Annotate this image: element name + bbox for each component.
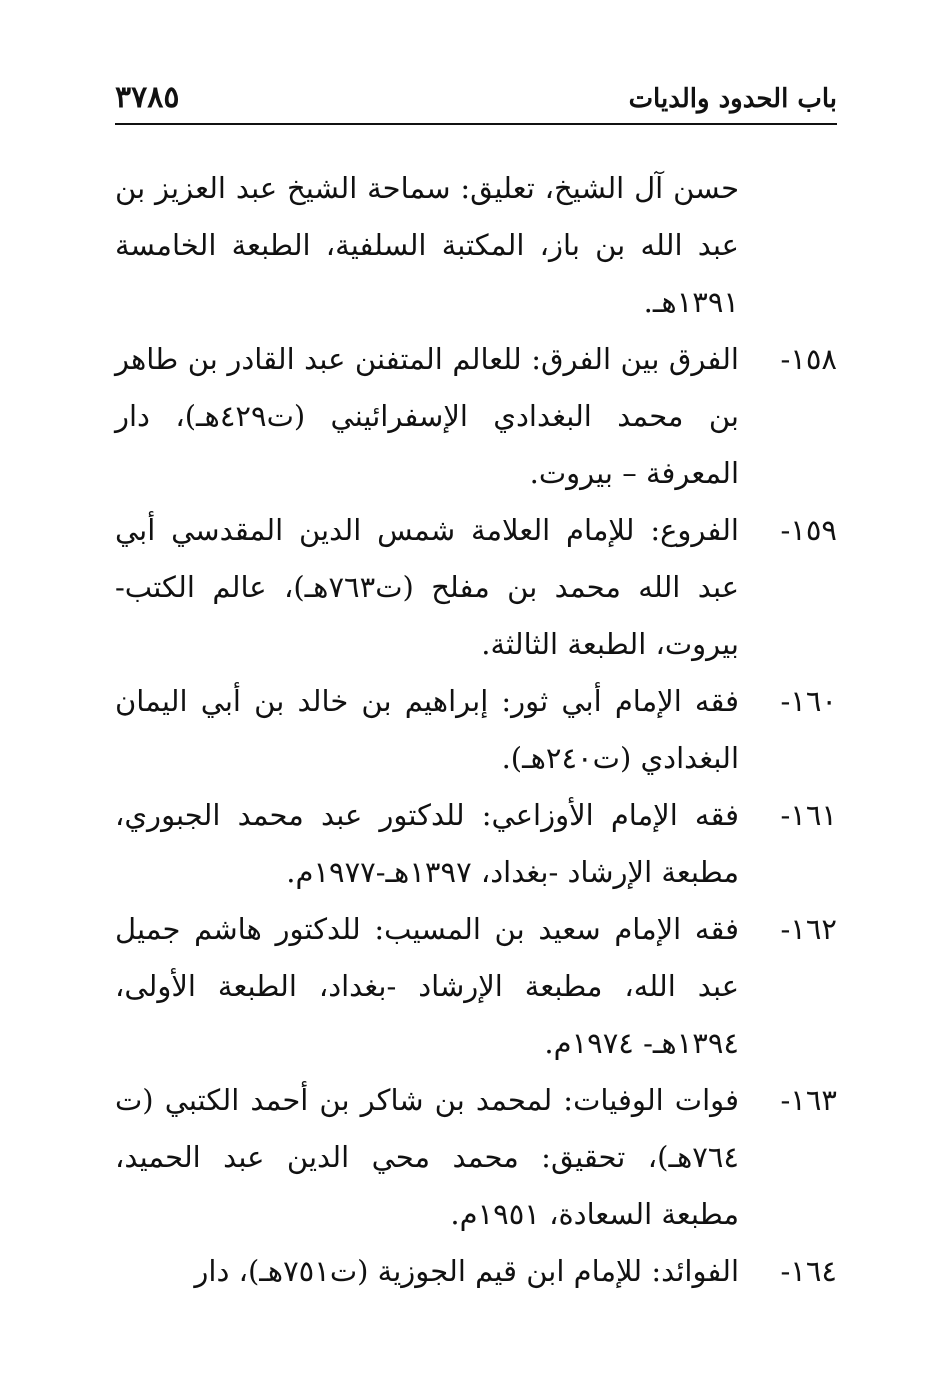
bibliography-entry-continued <box>115 160 837 331</box>
bibliography-entry-164 <box>115 1243 837 1300</box>
bibliography-entry-160 <box>115 673 837 787</box>
page-header <box>115 78 837 122</box>
entry-text: فقه الإمام سعيد بن المسيب: للدكتور هاشم جميل عبد الله، مطبعة الإرشاد -بغداد، الطبعة الأولى، ١٣٩٤هـ- ١٩٧٤م. <box>115 912 739 1060</box>
bibliography-entry-159 <box>115 502 837 673</box>
entry-text: فقه الإمام أبي ثور: إبراهيم بن خالد بن أبي اليمان البغدادي (ت٢٤٠هـ). <box>115 684 739 775</box>
entry-text: حسن آل الشيخ، تعليق: سماحة الشيخ عبد العزيز بن عبد الله بن باز، المكتبة السلفية، الطبعة الخامسة ١٣٩١هـ. <box>115 171 739 319</box>
bibliography-entry-162 <box>115 901 837 1072</box>
entry-number: ١٥٩- <box>780 513 837 547</box>
entry-text: فوات الوفيات: لمحمد بن شاكر بن أحمد الكتبي (ت ٧٦٤هـ)، تحقيق: محمد محي الدين عبد الحميد، مطبعة السعادة، ١٩٥١م. <box>115 1083 739 1231</box>
header-divider <box>115 123 837 125</box>
bibliography-entry-163 <box>115 1072 837 1243</box>
entry-number: ١٥٨- <box>780 342 837 376</box>
entry-text: الفروع: للإمام العلامة شمس الدين المقدسي أبي عبد الله محمد بن مفلح (ت٧٦٣هـ)، عالم الكتب- بيروت، الطبعة الثالثة. <box>115 513 740 661</box>
entry-number: ١٦١- <box>780 798 837 832</box>
entry-text: فقه الإمام الأوزاعي: للدكتور عبد محمد الجبوري، مطبعة الإرشاد -بغداد، ١٣٩٧هـ-١٩٧٧م. <box>115 798 739 889</box>
bibliography-entry-158 <box>115 331 837 502</box>
entry-number: ١٦٢- <box>780 912 837 946</box>
running-title: باب الحدود والديات <box>628 84 837 114</box>
page-number: ٣٧٨٥ <box>115 80 180 115</box>
bibliography-list <box>115 160 837 1300</box>
bibliography-entry-161 <box>115 787 837 901</box>
entry-text: الفوائد: للإمام ابن قيم الجوزية (ت٧٥١هـ)، دار <box>194 1254 739 1288</box>
entry-text: الفرق بين الفرق: للعالم المتفنن عبد القادر بن طاهر بن محمد البغدادي الإسفرائيني (ت٤٢٩هـ)، دار المعرفة – بيروت. <box>115 342 739 490</box>
entry-number: ١٦٣- <box>780 1083 837 1117</box>
entry-number: ١٦٠- <box>780 684 837 718</box>
entry-number: ١٦٤- <box>780 1254 837 1288</box>
